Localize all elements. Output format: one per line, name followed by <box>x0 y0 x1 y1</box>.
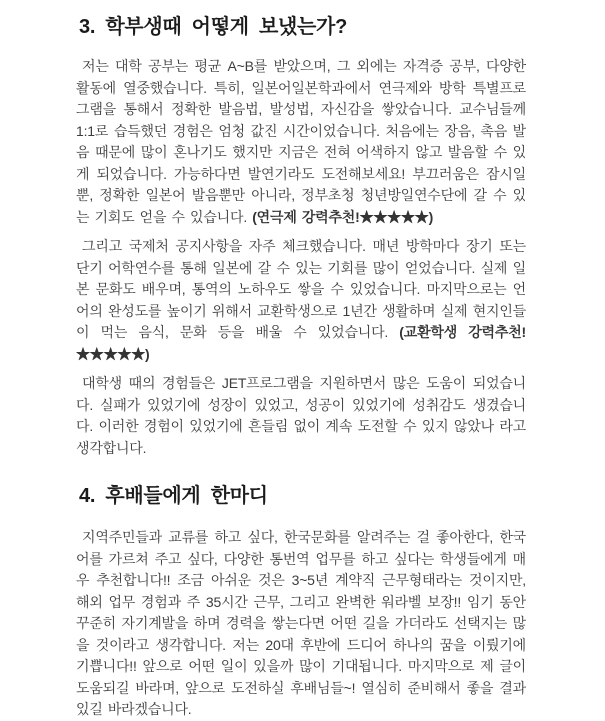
paragraph-text: 그리고 국제처 공지사항을 자주 체크했습니다. 매년 방학마다 장기 또는 단기 어학연수를 통해 일본에 갈 수 있는 기회를 많이 얻었습니다. 실제 일본 문화도 배우며, 통역의 노하우도 쌓을 수 있었습니다. 마지막으로는 언어의 완성도를 높이기 위해서 교환학생으로 1년간 생활하며 실제 현지인들이 먹는 음식, 문화 등을 배울 수 있었습니다. <box>76 238 526 340</box>
paragraph-text: 저는 대학 공부는 평균 A~B를 받았으며, 그 외에는 자격증 공부, 다양한 활동에 열중했습니다. 특히, 일본어일본학과에서 연극제와 방학 특별프로그램을 통해서 정확한 발음법, 발성법, 자신감을 쌓았습니다. 교수님들께 1:1로 습득했던 경험은 엄청 값진 시간이었습니다. 처음에는 장음, 촉음 발음 때문에 많이 혼나기도 했지만 지금은 전혀 어색하지 않고 발음할 수 있게 되었습니다. 가능하다면 발연기라도 도전해보세요! 부끄러움은 잠시일 뿐, 정확한 일본어 발음뿐만 아니라, 정부초청 청년방일연수단에 갈 수 있는 기회도 얻을 수 있습니다. <box>76 58 526 225</box>
paragraph-undergrad-activities <box>76 56 526 228</box>
paragraph-text: 지역주민들과 교류를 하고 싶다, 한국문화를 알려주는 걸 좋아한다, 한국어를 가르쳐 주고 싶다, 다양한 통번역 업무를 하고 싶다는 학생들에게 매우 추천합니다!! 조금 아쉬운 것은 3~5년 계약직 근무형태라는 것이지만, 해외 업무 경험과 주 35시간 근무, 그리고 완벽한 워라벨 보장!! 임기 동안 꾸준히 자기계발을 하며 경력을 쌓는다면 어떤 길을 가더라도 선택지는 많을 것이라고 생각합니다. 저는 20대 후반에 드디어 하나의 꿈을 이뤘기에 기쁩니다!! 앞으로 어떤 일이 있을까 많이 기대됩니다. 마지막으로 제 글이 도움되길 바라며, 앞으로 도전하실 후배님들~! 열심히 준비해서 좋을 결과 있길 바라겠습니다. <box>76 529 526 717</box>
paragraph-advice-to-juniors <box>76 527 526 721</box>
bold-recommendation-exchange: (교환학생 강력추천!★★★★★) <box>76 324 526 362</box>
paragraph-language-training <box>76 236 526 365</box>
section-heading-3: 3. 학부생때 어떻게 보냈는가? <box>79 16 347 38</box>
section-heading-4: 4. 후배들에게 한마디 <box>79 485 268 507</box>
bold-recommendation-theater: (연극제 강력추천!★★★★★) <box>252 208 434 225</box>
paragraph-jet-program-reflection <box>76 373 526 459</box>
paragraph-text: 대학생 때의 경험들은 JET프로그램을 지원하면서 많은 도움이 되었습니다. 실패가 있었기에 성장이 있었고, 성공이 있었기에 성취감도 생겼습니다. 이러한 경험이 있었기에 흔들림 없이 계속 도전할 수 있지 않았나 라고 생각합니다. <box>76 375 526 456</box>
